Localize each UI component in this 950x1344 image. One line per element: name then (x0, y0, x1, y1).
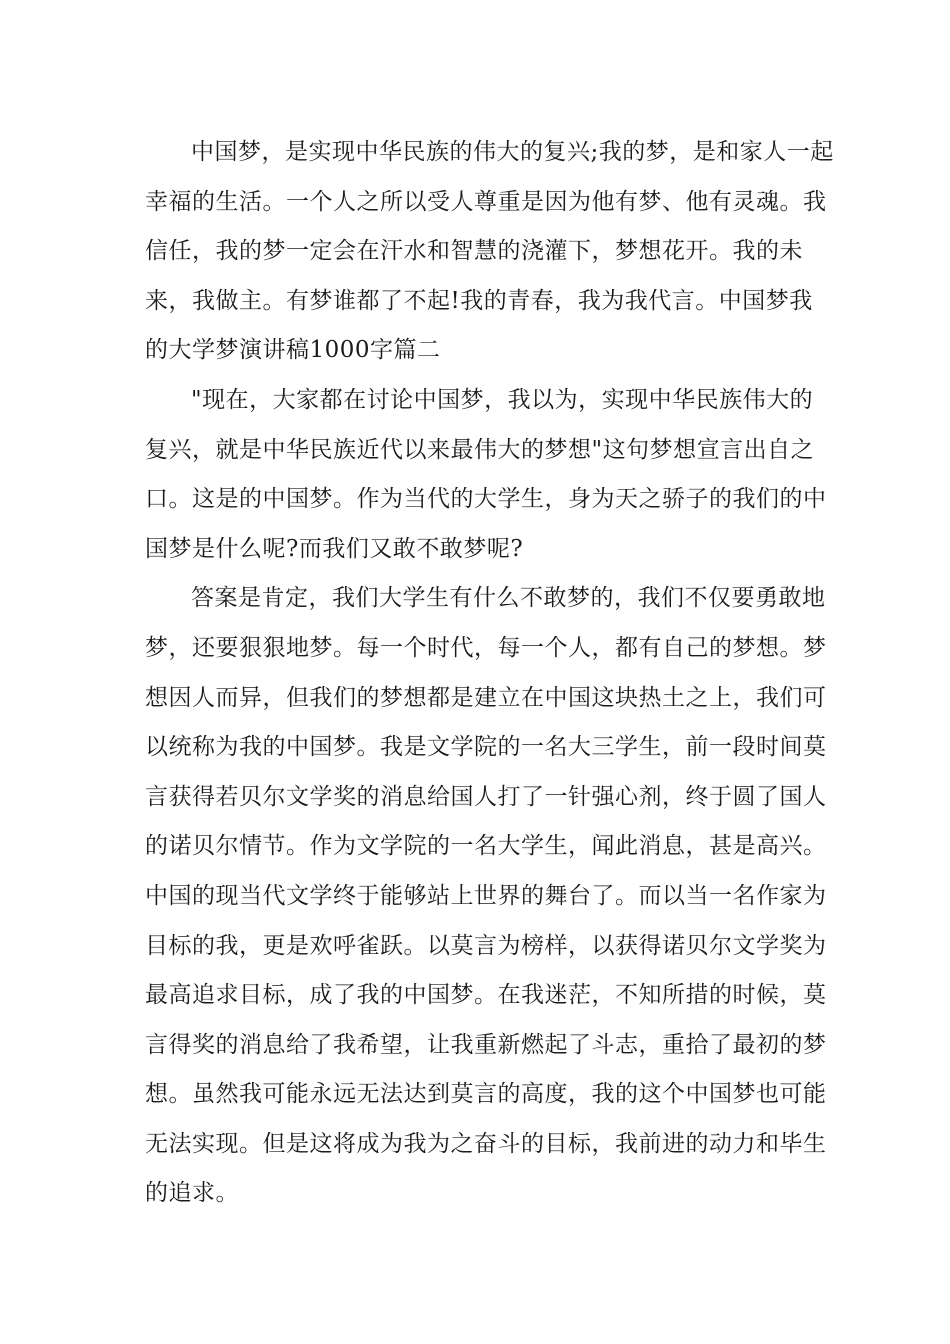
paragraph-1: 中国梦，是实现中华民族的伟大的复兴;我的梦，是和家人一起幸福的生活。一个人之所以受人尊重是因为他有梦、他有灵魂。我信任，我的梦一定会在汗水和智慧的浇灌下，梦想花开。我的未来，我做主。有梦谁都了不起!我的青春，我为我代言。中国梦我的大学梦演讲稿1000字篇二 (145, 139, 834, 364)
paragraph-3: 答案是肯定，我们大学生有什么不敢梦的，我们不仅要勇敢地梦，还要狠狠地梦。每一个时代，每一个人，都有自己的梦想。梦想因人而异，但我们的梦想都是建立在中国这块热土之上，我们可以统称为我的中国梦。我是文学院的一名大三学生，前一段时间莫言获得若贝尔文学奖的消息给国人打了一针强心剂，终于圆了国人的诺贝尔情节。作为文学院的一名大学生，闻此消息，甚是高兴。中国的现当代文学终于能够站上世界的舞台了。而以当一名作家为目标的我，更是欢呼雀跃。以莫言为榜样，以获得诺贝尔文学奖为最高追求目标，成了我的中国梦。在我迷茫，不知所措的时候，莫言得奖的消息给了我希望，让我重新燃起了斗志，重拾了最初的梦想。虽然我可能永远无法达到莫言的高度，我的这个中国梦也可能无法实现。但是这将成为我为之奋斗的目标，我前进的动力和毕生的追求。 (145, 585, 827, 1207)
paragraph-2: "现在，大家都在讨论中国梦，我以为，实现中华民族伟大的复兴，就是中华民族近代以来最伟大的梦想"这句梦想宣言出自之口。这是的中国梦。作为当代的大学生，身为天之骄子的我们的中国梦是什么呢?而我们又敢不敢梦呢? (145, 386, 827, 562)
